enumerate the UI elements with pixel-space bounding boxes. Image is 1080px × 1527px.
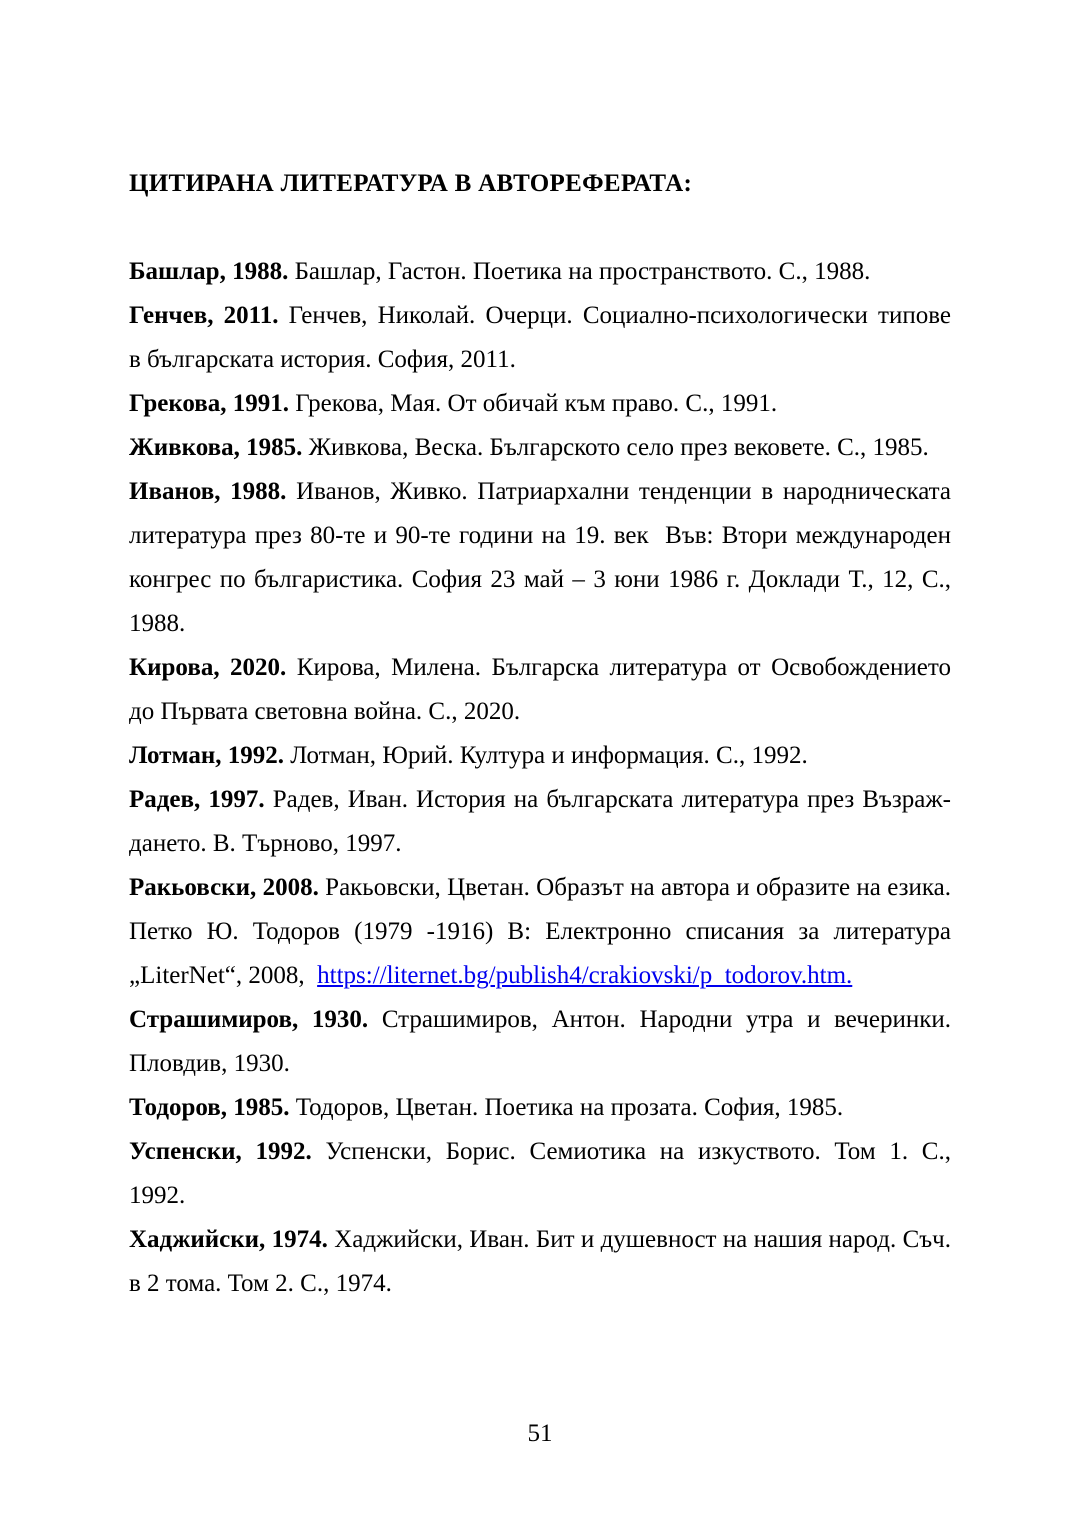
entry-key: Хаджийски, 1974. [129,1226,328,1253]
entry-text: Страшимиров, Антон. Народни утра и вечеринки. [368,1006,951,1033]
entry-text: Ракьовски, Цветан. Образът на автора и образите на езика. [318,874,952,901]
text-block [129,162,951,1306]
bibliography-entry [129,778,951,866]
entry-key: Башлар, 1988. [129,258,289,285]
entry-text: Тодоров, Цветан. Поетика на прозата. София, 1985. [289,1094,844,1121]
entry-text: Лотман, Юрий. Култура и информация. С., 1992. [283,742,808,769]
entry-line [129,1174,951,1218]
bibliography-entry [129,1086,951,1130]
entry-text: Петко Ю. Тодоров (1979 -1916) В: Електронно списания за литература [129,918,951,945]
entry-line [129,1130,951,1174]
bibliography-entry [129,734,951,778]
entry-line [129,338,951,382]
entry-line [129,602,951,646]
page-title: ЦИТИРАНА ЛИТЕРАТУРА В АВТОРЕФЕРАТА: [129,170,693,197]
entry-line [129,294,951,338]
entry-line [129,514,951,558]
entry-line [129,778,951,822]
entry-text: „LiterNet“, 2008, [129,962,318,989]
entry-key: Генчев, 2011. [129,302,279,329]
entry-line [129,822,951,866]
bibliography-entry [129,866,951,998]
entry-line [129,910,951,954]
entry-text: Грекова, Мая. От обичай към право. С., 1991. [289,390,778,417]
entry-text: Башлар, Гастон. Поетика на пространството. С., 1988. [288,258,871,285]
entry-text: Пловдив, 1930. [129,1050,290,1077]
entry-text: Успенски, Борис. Семиотика на изкуството. Том 1. С., [311,1138,951,1165]
entry-key: Страшимиров, 1930. [129,1006,369,1033]
citation-link[interactable]: https://liternet.bg/publish4/crakiovski/p_todorov.htm. [317,962,853,989]
entry-line [129,1218,951,1262]
entry-line [129,954,951,998]
bibliography-entry [129,470,951,646]
bibliography-entry [129,998,951,1086]
page-number: 51 [527,1420,553,1447]
entry-text: конгрес по българистика. София 23 май – 3 юни 1986 г. Доклади Т., 12, С., [129,566,951,593]
bibliography-entries [129,250,951,1306]
entry-text: Кирова, Милена. Българска литература от Освобождението [286,654,951,681]
entry-line [129,1042,951,1086]
entry-text: Генчев, Николай. Очерци. Социално-психологически типове [278,302,951,329]
bibliography-entry [129,1218,951,1306]
entry-key: Лотман, 1992. [129,742,284,769]
entry-key: Грекова, 1991. [129,390,290,417]
entry-text: Живкова, Веска. Българското село през вековете. С., 1985. [302,434,929,461]
entry-line [129,690,951,734]
bibliography-entry [129,294,951,382]
bibliography-entry [129,1130,951,1218]
entry-key: Тодоров, 1985. [129,1094,290,1121]
entry-key: Кирова, 2020. [129,654,287,681]
entry-text: Иванов, Живко. Патриархални тенденции в народническата [286,478,951,505]
entry-line [129,998,951,1042]
entry-text: 1988. [129,610,186,637]
entry-line [129,734,951,778]
entry-line [129,250,951,294]
entry-text: Хаджийски, Иван. Бит и душевност на нашия народ. Съч. [327,1226,952,1253]
bibliography-entry [129,426,951,470]
entry-line [129,470,951,514]
bibliography-entry [129,382,951,426]
entry-line [129,1086,951,1130]
entry-text: Радев, Иван. История на българската литература през Възраж- [264,786,952,813]
entry-text: до Първата световна война. С., 2020. [129,698,521,725]
entry-line [129,558,951,602]
entry-line [129,1262,951,1306]
bibliography-entry [129,250,951,294]
entry-text: литература през 80-те и 90-те години на 19. век Във: Втори международен [129,522,951,549]
entry-text: 1992. [129,1182,186,1209]
entry-key: Ракьовски, 2008. [129,874,319,901]
entry-text: в 2 тома. Том 2. С., 1974. [129,1270,392,1297]
entry-line [129,866,951,910]
entry-line [129,382,951,426]
entry-key: Живкова, 1985. [129,434,303,461]
entry-line [129,426,951,470]
entry-text: в българската история. София, 2011. [129,346,516,373]
entry-key: Иванов, 1988. [129,478,287,505]
entry-line [129,646,951,690]
entry-key: Радев, 1997. [129,786,265,813]
bibliography-entry [129,646,951,734]
entry-text: дането. В. Търново, 1997. [129,830,402,857]
title-spacer [129,206,951,250]
entry-key: Успенски, 1992. [129,1138,312,1165]
